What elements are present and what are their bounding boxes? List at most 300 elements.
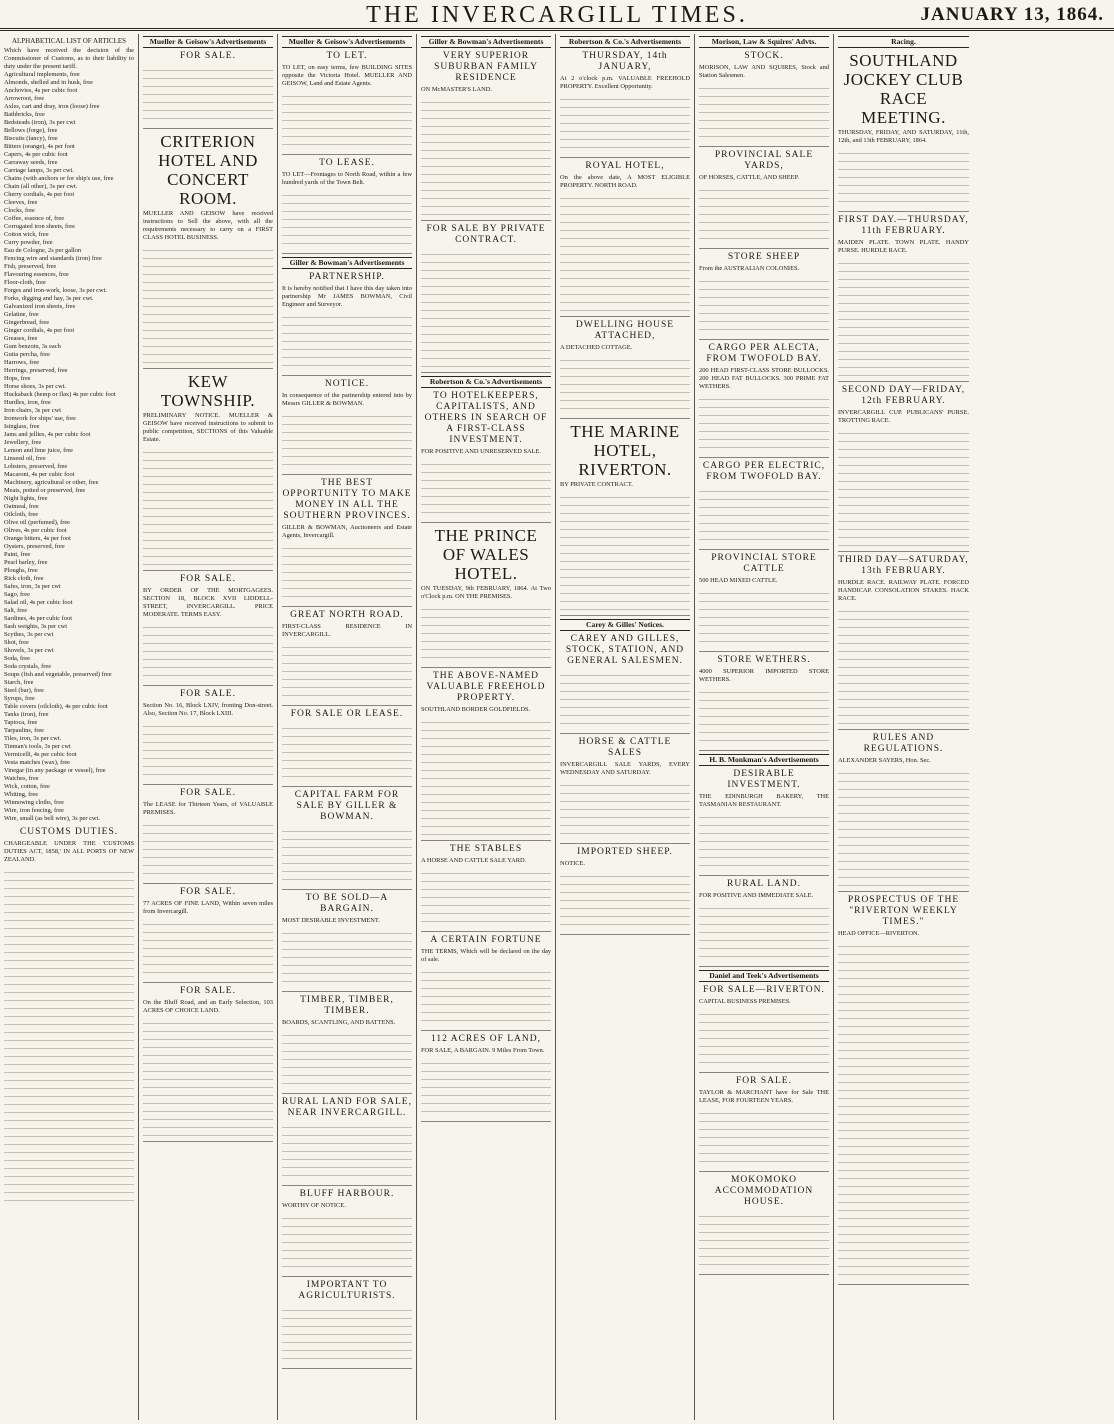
ad-body: FOR SALE, A BARGAIN. 9 Miles From Town. [421, 1047, 545, 1054]
customs-duties-body: CHARGEABLE UNDER THE 'CUSTOMS DUTIES ACT, 1858,' IN ALL PORTS OF NEW ZEALAND. [4, 840, 134, 863]
ad-text-lines [143, 245, 273, 365]
ad-title: FOR SALE BY PRIVATE CONTRACT. [426, 224, 546, 245]
ad-body: BOARDS, SCANTLING, AND BATTENS. [282, 1019, 396, 1026]
ad-title: RURAL LAND FOR SALE, NEAR INVERCARGILL. [282, 1097, 412, 1118]
list-item: Steel (bar), free [4, 687, 44, 694]
ad-text-lines [838, 941, 969, 1281]
ad-text-lines [421, 967, 551, 1027]
advertisement [699, 252, 829, 340]
customs-duties-title: CUSTOMS DUTIES. [19, 827, 119, 837]
ad-text-lines [282, 312, 412, 372]
newspaper-title: THE INVERCARGILL TIMES. [366, 2, 748, 28]
advertisement [560, 847, 690, 935]
column-subheading: Carey & Gilles' Notices. [560, 619, 690, 631]
ad-title: DWELLING HOUSE ATTACHED, [575, 320, 675, 341]
ad-title: TO LET. [326, 51, 368, 61]
list-item: Corrugated iron sheets, free [4, 223, 75, 230]
ad-body: ALEXANDER SAYERS, Hon. Sec. [838, 757, 931, 764]
advertisement [699, 150, 829, 249]
ad-title: TO LEASE. [319, 158, 375, 168]
advertisement [282, 379, 412, 475]
ad-text-lines [143, 65, 273, 125]
ad-title: STOCK. [744, 51, 784, 61]
customs-list-intro: Which have received the decision of the Commissioner of Customs, as to their liability to duty under the present tariff. [4, 47, 134, 70]
list-item: Soda crystals, free [4, 663, 52, 670]
list-item: Flavouring essences, free [4, 271, 69, 278]
ad-body: A HORSE AND CATTLE SALE YARD. [421, 857, 527, 864]
ad-text-lines [560, 94, 690, 154]
list-item: Horse shoes, 3s per cwt. [4, 383, 67, 390]
ad-text-lines [282, 723, 412, 783]
ad-text-lines [282, 642, 412, 702]
advertisement [282, 1097, 412, 1186]
list-item: Gutta percha, free [4, 351, 50, 358]
advertisement [560, 320, 690, 419]
advertisement [421, 1034, 551, 1122]
advertisement [838, 555, 969, 730]
list-item: Olives, 4s per cubic foot [4, 527, 67, 534]
list-item: Sago, free [4, 591, 30, 598]
ad-text-lines [560, 492, 690, 612]
list-item: Oysters, preserved, free [4, 543, 65, 550]
ad-text-lines [699, 83, 829, 143]
list-item: Eau de Cologne, 2s per gallon [4, 247, 82, 254]
ad-title: FOR SALE. [180, 887, 236, 897]
list-item: Wire, iron fencing, free [4, 807, 64, 814]
advertisement [838, 733, 969, 892]
list-item: Galvanized iron sheets, free [4, 303, 76, 310]
ad-body: NOTICE. [560, 860, 586, 867]
ad-title: A CERTAIN FORTUNE [430, 935, 542, 945]
list-item: Wire, small (as bell wire), 3s per cwt. [4, 815, 100, 822]
list-item: Clocks, free [4, 207, 35, 214]
advertisement [699, 879, 829, 967]
list-item: Ironwork for ships' use, free [4, 415, 76, 422]
ad-body: A DETACHED COTTAGE. [560, 344, 633, 351]
ad-text-lines [699, 486, 829, 546]
robertson-ads-cont [560, 51, 690, 616]
advertisement [282, 995, 412, 1094]
advertisement [838, 385, 969, 552]
column-6 [695, 34, 834, 1420]
ad-text-lines [560, 871, 690, 931]
ad-title: RURAL LAND. [727, 879, 801, 889]
ad-text-lines [560, 780, 690, 840]
ad-title: FOR SALE—RIVERTON. [703, 985, 825, 995]
advertisement [143, 132, 273, 369]
advertisement [282, 51, 412, 155]
list-item: Lobsters, preserved, free [4, 463, 68, 470]
advertisement [699, 343, 829, 458]
list-item: Jams and jellies, 4s per cubic foot [4, 431, 91, 438]
ad-title: FOR SALE. [180, 689, 236, 699]
list-item: Tinman's tools, 3s per cwt [4, 743, 71, 750]
column-subheading: Giller & Bowman's Advertisements [282, 257, 412, 269]
ad-body: CAPITAL BUSINESS PREMISES. [699, 998, 791, 1005]
list-item: Vesta matches (wax), free [4, 759, 71, 766]
ad-title: BLUFF HARBOUR. [299, 1189, 395, 1199]
list-item: Chain (all other), 3s per cwt. [4, 183, 78, 190]
list-item: Carraway seeds, free [4, 159, 58, 166]
ad-body: MORISON, LAW AND SQUIRES, Stock and Station Salesmen. [699, 64, 829, 79]
ad-title: FOR SALE. [180, 788, 236, 798]
ad-body: 500 HEAD MIXED CATTLE. [699, 577, 778, 584]
ad-body: WORTHY OF NOTICE. [282, 1202, 346, 1209]
ad-title: PROSPECTUS OF THE "RIVERTON WEEKLY TIMES." [847, 895, 960, 927]
list-item: Tapioca, free [4, 719, 38, 726]
ad-body: SOUTHLAND BORDER GOLDFIELDS. [421, 706, 531, 713]
ad-title: THE PRINCE OF WALES HOTEL. [434, 526, 538, 583]
list-item: Fish, preserved, free [4, 263, 57, 270]
ad-text-lines [838, 606, 969, 726]
ad-text-lines [838, 148, 969, 208]
ad-body: BY ORDER OF THE MORTGAGEES. SECTION 18, BLOCK XVII LIDDELL-STREET, INVERCARGILL. PRICE MODERATE. TERMS EASY. [143, 587, 273, 618]
ad-text-lines [699, 1108, 829, 1168]
ad-text-lines [421, 459, 551, 519]
ad-body: On the above date, A MOST ELIGIBLE PROPERTY. NORTH ROAD. [560, 174, 690, 189]
list-item: Gingerbread, free [4, 319, 50, 326]
ad-text-lines [143, 919, 273, 979]
list-item: Fencing wire and standards (iron) free [4, 255, 102, 262]
advertisement [282, 158, 412, 254]
ad-body: PRELIMINARY NOTICE. MUELLER & GEISOW have received instructions to submit to public competition, SECTIONS of this Valuable Estate. [143, 412, 273, 443]
ad-title: SOUTHLAND JOCKEY CLUB RACE MEETING. [843, 51, 964, 127]
ad-body: HURDLE RACE. RAILWAY PLATE. FORCED HANDICAP. CONSOLATION STAKES. HACK RACE. [838, 579, 969, 602]
ad-title: DESIRABLE INVESTMENT. [727, 769, 801, 790]
column-subheading: Daniel and Teek's Advertisements [699, 970, 829, 982]
advertisement [699, 461, 829, 550]
ad-title: TO HOTELKEEPERS, CAPITALISTS, AND OTHERS IN SEARCH OF A FIRST-CLASS INVESTMENT. [424, 391, 548, 445]
advertisement [560, 161, 690, 317]
racing-ads [838, 51, 969, 1285]
ad-body: In consequence of the partnership entered into by Messrs GILLER & BOWMAN. [282, 392, 412, 407]
advertisement [282, 1280, 412, 1369]
advertisement [282, 709, 412, 787]
ad-title: THE BEST OPPORTUNITY TO MAKE MONEY IN ALL THE SOUTHERN PROVINCES. [282, 478, 412, 521]
list-item: Tarpaulins, free [4, 727, 45, 734]
ad-text-lines [699, 394, 829, 454]
ad-text-lines [838, 768, 969, 888]
column-subheading: H. B. Monkman's Advertisements [699, 754, 829, 766]
ad-title: CAPITAL FARM FOR SALE BY GILLER & BOWMAN. [294, 790, 400, 822]
ad-body: On the Bluff Road, and an Early Selection, 103 ACRES OF CHOICE LAND. [143, 999, 273, 1014]
advertisement [282, 1189, 412, 1277]
ad-title: STORE WETHERS. [717, 655, 811, 665]
list-item: Curry powder, free [4, 239, 53, 246]
list-item: Cotton wick, free [4, 231, 49, 238]
list-item: Herrings, preserved, free [4, 367, 68, 374]
column-4 [417, 34, 556, 1420]
ad-text-lines [699, 276, 829, 336]
list-item: Oilcloth, free [4, 511, 39, 518]
ad-text-lines [560, 193, 690, 313]
morison-law-squires-ads [699, 51, 829, 751]
ad-text-lines [143, 447, 273, 567]
ad-title: SECOND DAY—FRIDAY, 12th FEBRUARY. [841, 385, 966, 406]
ad-text-lines [421, 249, 551, 369]
advertisement [699, 553, 829, 652]
ad-title: ROYAL HOTEL, [585, 161, 665, 171]
ad-text-lines [699, 185, 829, 245]
monkman-ads [699, 769, 829, 967]
list-item: Watches, free [4, 775, 39, 782]
ad-body: GILLER & BOWMAN, Auctioneers and Estate Agents, Invercargill. [282, 524, 412, 539]
advertisement [282, 272, 412, 376]
daniel-teek-ads [699, 985, 829, 1275]
giller-bowman-ads [282, 272, 412, 1369]
list-item: Huckaback (hemp or flax) 4s per cubic foot [4, 391, 116, 398]
list-item: Cleeves, free [4, 199, 38, 206]
ad-title: FIRST DAY.—THURSDAY, 11th FEBRUARY. [838, 215, 969, 236]
list-item: Salt, free [4, 607, 28, 614]
ad-text-lines [838, 428, 969, 548]
ad-title: THE STABLES [449, 844, 523, 854]
list-item: Isinglass, free [4, 423, 40, 430]
list-item: Lemon and lime juice, free [4, 447, 74, 454]
ad-body: TAYLOR & MARCHANT have for Sale THE LEASE, FOR FOURTEEN YEARS. [699, 1089, 829, 1104]
list-item: Gum benzoin, 3s each [4, 343, 61, 350]
advertisement [282, 790, 412, 890]
list-item: Greases, free [4, 335, 38, 342]
advertisement [560, 634, 690, 734]
ad-body: 200 HEAD FIRST-CLASS STORE BULLOCKS. 200 HEAD FAT BULLOCKS. 300 PRIME FAT WETHERS. [699, 367, 829, 390]
ad-title: PARTNERSHIP. [309, 272, 385, 282]
list-item: Jewellery, free [4, 439, 42, 446]
columns [0, 34, 1114, 1420]
list-item: Oatmeal, free [4, 503, 39, 510]
ad-title: FOR SALE OR LEASE. [290, 709, 404, 719]
column-subheading: Robertson & Co.'s Advertisements [421, 376, 551, 388]
list-item: Syrups, free [4, 695, 35, 702]
ad-text-lines [282, 1030, 412, 1090]
ad-title: THURSDAY, 14th JANUARY, [582, 51, 668, 72]
ad-title: TIMBER, TIMBER, TIMBER. [300, 995, 394, 1016]
advertisement [838, 895, 969, 1285]
list-item: Whiting, free [4, 791, 39, 798]
list-item: Bitters (orange), 4s per foot [4, 143, 75, 150]
ad-body: THE EDINBURGH BAKERY, THE TASMANIAN RESTAURANT. [699, 793, 829, 808]
list-item: Sash weights, 3s per cwt [4, 623, 68, 630]
list-item: Olive oil (perfumed), free [4, 519, 71, 526]
advertisement [838, 215, 969, 382]
ad-title: FOR SALE. [736, 1076, 792, 1086]
advertisement [421, 391, 551, 523]
ad-text-lines [699, 1009, 829, 1069]
ad-title: IMPORTED SHEEP. [577, 847, 673, 857]
list-item: Meats, potted or preserved, free [4, 487, 86, 494]
masthead [0, 0, 1114, 31]
column-heading: Racing. [838, 36, 969, 48]
issue-date: JANUARY 13, 1864. [920, 4, 1104, 25]
robertson-ads [421, 391, 551, 1122]
ad-body: 77 ACRES OF FINE LAND, Within seven miles from Invercargill. [143, 900, 273, 915]
column-heading: Mueller & Geisow's Advertisements [143, 36, 273, 48]
ad-body: FOR POSITIVE AND IMMEDIATE SALE. [699, 892, 814, 899]
ad-text-lines [282, 1305, 412, 1365]
list-item: Vermicelli, 4s per cubic foot [4, 751, 77, 758]
ad-body: FIRST-CLASS RESIDENCE IN INVERCARGILL. [282, 623, 412, 638]
ad-body: ON McMASTER'S LAND. [421, 86, 492, 93]
advertisement [143, 51, 273, 129]
ad-text-lines [282, 91, 412, 151]
ad-title: THE ABOVE-NAMED VALUABLE FREEHOLD PROPERTY. [426, 671, 546, 703]
list-item: Hops, free [4, 375, 31, 382]
ad-text-lines [282, 1122, 412, 1182]
customs-duties-table [4, 867, 134, 1207]
ad-text-lines [282, 543, 412, 603]
ad-text-lines [699, 687, 829, 747]
ad-body: The LEASE for Thirteen Years, of VALUABLE PREMISES. [143, 801, 273, 816]
ad-body: TO LET, on easy terms, few BUILDING SITES opposite the Victoria Hotel. MUELLER AND GEISOW, Land and Estate Agents. [282, 64, 412, 87]
ad-title: MOKOMOKO ACCOMMODATION HOUSE. [714, 1175, 814, 1207]
ad-body: MOST DESIRABLE INVESTMENT. [282, 917, 380, 924]
advertisement [143, 887, 273, 983]
list-item: Forks, digging and hay, 3s per cwt. [4, 295, 94, 302]
advertisement [560, 51, 690, 158]
ad-text-lines [560, 670, 690, 730]
ad-title: IMPORTANT TO AGRICULTURISTS. [298, 1280, 396, 1301]
list-item: Axles, cart and dray, iron (loose) free [4, 103, 100, 110]
list-item: Floor-cloth, free [4, 279, 46, 286]
ad-text-lines [282, 1213, 412, 1273]
ad-text-lines [699, 1211, 829, 1271]
ad-title: VERY SUPERIOR SUBURBAN FAMILY RESIDENCE [434, 51, 538, 83]
list-item: Night lights, free [4, 495, 48, 502]
ad-title: TO BE SOLD—A BARGAIN. [305, 893, 389, 914]
list-item: Ploughs, free [4, 567, 38, 574]
column-heading: Robertson & Co.'s Advertisements [560, 36, 690, 48]
ad-title: KEW TOWNSHIP. [160, 372, 256, 410]
list-item: Paint, free [4, 551, 31, 558]
ad-title: FOR SALE. [180, 986, 236, 996]
ad-text-lines [560, 355, 690, 415]
ad-body: FOR POSITIVE AND UNRESERVED SALE. [421, 448, 542, 455]
ad-text-lines [282, 190, 412, 250]
ad-title: PROVINCIAL SALE YARDS, [714, 150, 814, 171]
list-item: Table covers (oilcloth), 4s per cubic foot [4, 703, 108, 710]
giller-bowman-ads-cont [421, 51, 551, 373]
ad-title: CARGO PER ALECTA, FROM TWOFOLD BAY. [706, 343, 822, 364]
list-item: Orange bitters, 4s per foot [4, 535, 71, 542]
ad-body: From the AUSTRALIAN COLONIES. [699, 265, 800, 272]
advertisement [699, 985, 829, 1073]
mueller-geisow-ads [143, 51, 273, 1142]
advertisement [421, 526, 551, 668]
ad-text-lines [699, 903, 829, 963]
advertisement [282, 610, 412, 706]
list-item: Salad oil, 4s per cubic foot [4, 599, 73, 606]
ad-title: NOTICE. [324, 379, 370, 389]
list-item: Macaroni, 4s per cubic foot [4, 471, 75, 478]
ad-title: CAREY AND GILLES, STOCK, STATION, AND GENERAL SALESMEN. [565, 634, 685, 666]
list-item: Soups (fish and vegetable, preserved) free [4, 671, 112, 678]
ad-body: It is hereby notified that I have this day taken into partnership Mr JAMES BOWMAN, Civil Engineer and Surveyor. [282, 285, 412, 308]
advertisement [421, 844, 551, 932]
list-item: Anchovies, 4s per cubic foot [4, 87, 78, 94]
list-item: Iron chairs, 3s per cwt [4, 407, 61, 414]
column-heading: Mueller & Geisow's Advertisements [282, 36, 412, 48]
ad-body: BY PRIVATE CONTRACT. [560, 481, 633, 488]
ad-title: PROVINCIAL STORE CATTLE [711, 553, 817, 574]
ad-text-lines [282, 928, 412, 988]
list-item: Biscuits (fancy), free [4, 135, 58, 142]
column-heading: Giller & Bowman's Advertisements [421, 36, 551, 48]
column-1 [0, 34, 139, 1420]
advertisement [838, 51, 969, 212]
list-item: Tanks (iron), free [4, 711, 49, 718]
ad-title: CARGO PER ELECTRIC, FROM TWOFOLD BAY. [702, 461, 826, 482]
ad-title: CRITERION HOTEL AND CONCERT ROOM. [158, 132, 258, 208]
advertisement [560, 422, 690, 616]
list-item: Starch, free [4, 679, 34, 686]
list-item: Winnowing cloths, free [4, 799, 64, 806]
ad-body: THURSDAY, FRIDAY, AND SATURDAY, 11th, 12th, and 13th FEBRUARY, 1864. [838, 129, 969, 144]
column-5 [556, 34, 695, 1420]
list-item: Pearl barley, free [4, 559, 48, 566]
ad-body: MUELLER AND GEISOW have received instructions to Sell the above, with all the requirements necessary to carry on a FIRST CLASS HOTEL BUSINESS. [143, 210, 273, 241]
column-7 [834, 34, 973, 1420]
ad-body: HEAD OFFICE—RIVERTON. [838, 930, 920, 937]
ad-text-lines [143, 1018, 273, 1138]
ad-title: STORE SHEEP [727, 252, 801, 262]
ad-title: FOR SALE. [180, 51, 236, 61]
list-item: Capers, 4s per cubic foot [4, 151, 68, 158]
advertisement [282, 478, 412, 607]
mueller-geisow-ads-cont [282, 51, 412, 254]
advertisement [699, 1175, 829, 1275]
list-item: Scythes, 3s per cwt [4, 631, 54, 638]
list-item: Shot, free [4, 639, 29, 646]
list-item: Cherry cordials, 4s per foot [4, 191, 75, 198]
ad-text-lines [699, 588, 829, 648]
ad-text-lines [699, 812, 829, 872]
list-item: Coffee, essence of, free [4, 215, 65, 222]
ad-text-lines [838, 258, 969, 378]
ad-text-lines [421, 868, 551, 928]
advertisement [143, 986, 273, 1142]
list-item: Harrows, free [4, 359, 40, 366]
advertisement [421, 51, 551, 221]
advertisement [699, 769, 829, 876]
list-item: Rick cloth, free [4, 575, 44, 582]
advertisement [143, 788, 273, 884]
ad-title: RULES AND REGULATIONS. [863, 733, 944, 754]
ad-text-lines [143, 820, 273, 880]
column-heading: Morison, Law & Squires' Advts. [699, 36, 829, 48]
list-item: Machinery, agricultural or other, free [4, 479, 99, 486]
ad-body: INVERCARGILL SALE YARDS, EVERY WEDNESDAY AND SATURDAY. [560, 761, 690, 776]
list-item: Linseed oil, free [4, 455, 46, 462]
list-item: Carriage lamps, 3s per cwt. [4, 167, 74, 174]
ad-text-lines [282, 411, 412, 471]
advertisement [421, 224, 551, 373]
list-item: Arrowroot, free [4, 95, 45, 102]
ad-text-lines [421, 97, 551, 217]
list-item: Wick, cotton, free [4, 783, 50, 790]
ad-body: MAIDEN PLATE. TOWN PLATE. HANDY PURSE. HURDLE RACE. [838, 239, 969, 254]
ad-body: 4000 SUPERIOR IMPORTED STORE WETHERS. [699, 668, 829, 683]
ad-text-lines [421, 1058, 551, 1118]
advertisement [560, 737, 690, 844]
list-item: Bedsteads (iron), 3s per cwt [4, 119, 76, 126]
advertisement [699, 1076, 829, 1172]
ad-title: FOR SALE. [180, 574, 236, 584]
ad-text-lines [421, 717, 551, 837]
list-item: Gelatine, free [4, 311, 39, 318]
customs-list-title: ALPHABETICAL LIST OF ARTICLES [11, 37, 127, 45]
carey-gilles-ads [560, 634, 690, 935]
ad-title: THIRD DAY—SATURDAY, 13th FEBRUARY. [838, 555, 969, 576]
